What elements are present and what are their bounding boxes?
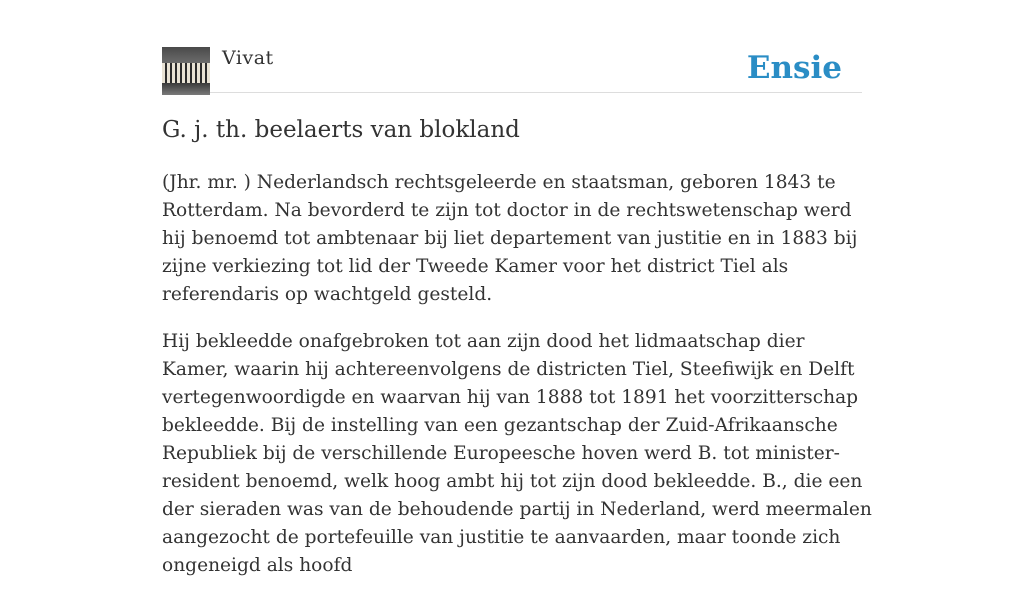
header	[162, 0, 862, 93]
paragraph: (Jhr. mr. ) Nederlandsch rechtsgeleerde en staatsman, geboren 1843 te Rotterdam. Na bevorderd te zijn tot doctor in de rechtswetenschap werd hij benoemd tot ambtenaar bij liet departement van justitie en in 1883 bij zijne verkiezing tot lid der Tweede Kamer voor het district Tiel als referendaris op wachtgeld gesteld.	[162, 172, 858, 305]
brand-logo[interactable]: Ensie	[746, 50, 842, 86]
article-body	[162, 169, 872, 599]
page-title: G. j. th. beelaerts van blokland	[162, 117, 520, 143]
author-name[interactable]: Vivat	[222, 47, 274, 69]
paragraph: Hij bekleedde onafgebroken tot aan zijn dood het lidmaatschap dier Kamer, waarin hij achtereenvolgens de districten Tiel, Steefiwijk en Delft vertegenwoordigde en waarvan hij van 1888 tot 1891 het voorzitterschap bekleedde. Bij de instelling van een gezantschap der Zuid-Afrikaansche Republiek bij de verschillende Europeesche hoven werd B. tot minister-resident benoemd, welk hoog ambt hij tot zijn dood bekleedde. B., die een der sieraden was van de behoudende partij in Nederland, werd meermalen aangezocht de portefeuille van justitie te aanvaarden, maar toonde zich ongeneigd als hoofd	[162, 331, 872, 576]
bookshelf-avatar-icon[interactable]	[162, 47, 210, 95]
page-container	[162, 0, 872, 576]
